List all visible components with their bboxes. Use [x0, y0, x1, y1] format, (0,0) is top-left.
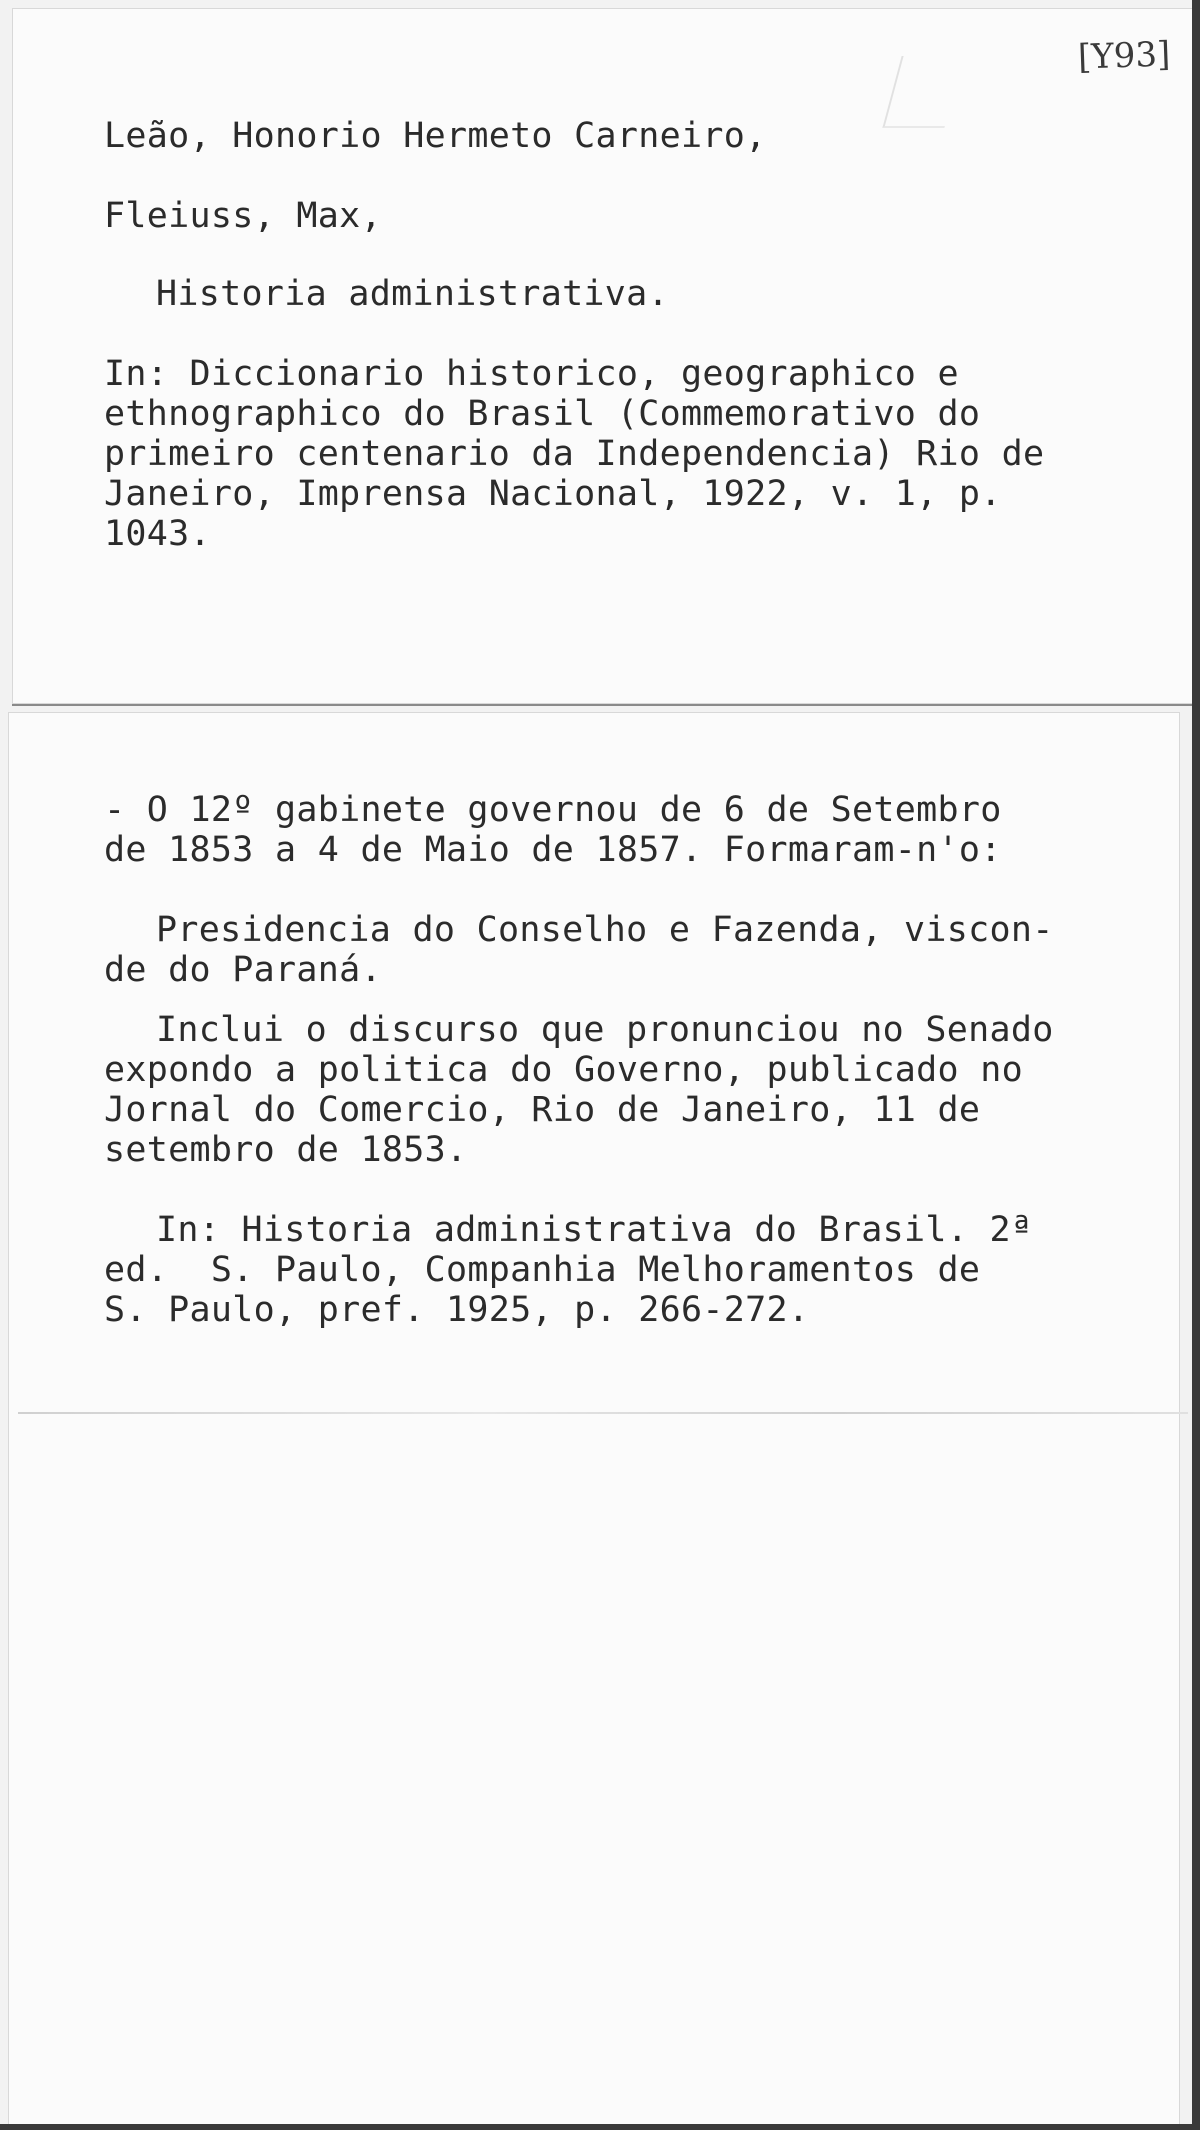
citation-line: ethnographico do Brasil (Commemorativo do [104, 394, 981, 434]
role-line: de do Paraná. [104, 950, 382, 990]
citation-line: Janeiro, Imprensa Nacional, 1922, v. 1, p. [104, 474, 1002, 514]
scan-edge-bottom [0, 2124, 1200, 2130]
index-card-lower [8, 712, 1180, 2126]
source-line: In: Historia administrativa do Brasil. 2ª [156, 1210, 1033, 1250]
summary-line: de 1853 a 4 de Maio de 1857. Formaram-n'o: [104, 830, 1002, 870]
title-line: Historia administrativa. [156, 274, 669, 314]
citation-line: In: Diccionario historico, geographico e [104, 354, 959, 394]
coauthor-line: Fleiuss, Max, [104, 196, 382, 236]
note-line: Jornal do Comercio, Rio de Janeiro, 11 de [104, 1090, 981, 1130]
source-line: S. Paulo, pref. 1925, p. 266-272. [104, 1290, 810, 1330]
index-card-upper [12, 8, 1198, 706]
catalog-stamp: [Y93] [1077, 34, 1171, 78]
citation-line: primeiro centenario da Independencia) Rio de [104, 434, 1045, 474]
note-line: Inclui o discurso que pronunciou no Senado [156, 1010, 1054, 1050]
note-line: expondo a politica do Governo, publicado no [104, 1050, 1023, 1090]
source-line: ed. S. Paulo, Companhia Melhoramentos de [104, 1250, 981, 1290]
citation-line: 1043. [104, 514, 211, 554]
summary-line: - O 12º gabinete governou de 6 de Setembro [104, 790, 1002, 830]
card-fold-line [18, 1412, 1188, 1414]
role-line: Presidencia do Conselho e Fazenda, viscon- [156, 910, 1054, 950]
note-line: setembro de 1853. [104, 1130, 468, 1170]
pencil-mark [882, 56, 963, 128]
author-line: Leão, Honorio Hermeto Carneiro, [104, 116, 767, 156]
scan-edge-right [1192, 0, 1200, 2130]
